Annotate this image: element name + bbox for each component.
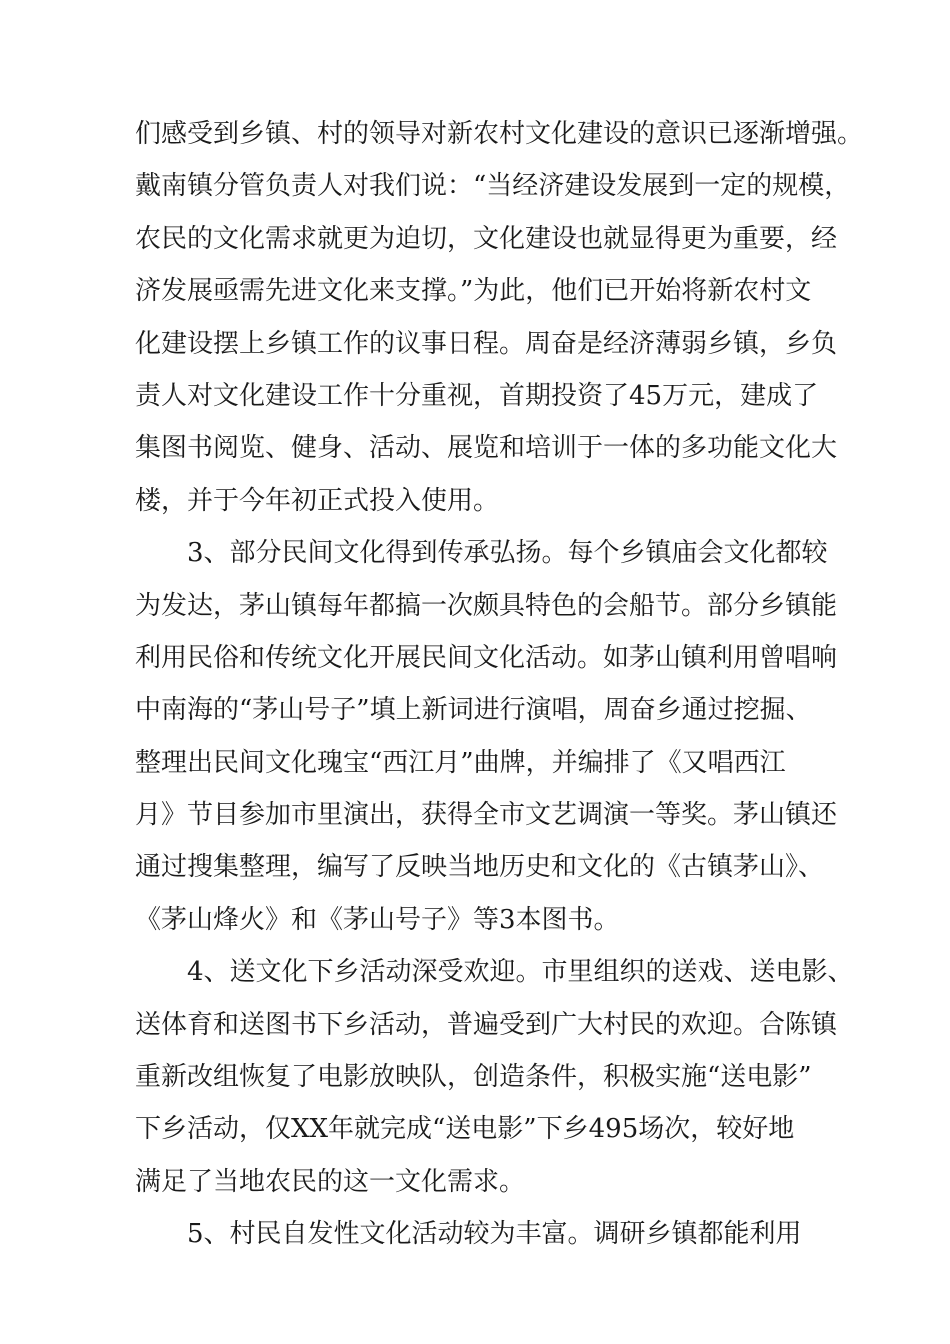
text-line: 们感受到乡镇、村的领导对新农村文化建设的意识已逐渐增强。 — [135, 119, 864, 149]
text-line: 整理出民间文化瑰宝“西江月”曲牌，并编排了《又唱西江 — [135, 747, 786, 778]
text-line: 重新改组恢复了电影放映队，创造条件，积极实施“送电影” — [135, 1062, 812, 1093]
text-line: 楼，并于今年初正式投入使用。 — [135, 485, 500, 516]
text-line: 送体育和送图书下乡活动，普遍受到广大村民的欢迎。合陈镇 — [135, 1009, 838, 1040]
text-line: 农民的文化需求就更为迫切，文化建设也就显得更为重要，经 — [135, 223, 838, 254]
text-line: 通过搜集整理，编写了反映当地历史和文化的《古镇茅山》、 — [135, 852, 825, 883]
text-line: 为发达，茅山镇每年都搞一次颇具特色的会船节。部分乡镇能 — [135, 590, 838, 621]
text-line: 利用民俗和传统文化开展民间文化活动。如茅山镇利用曾唱响 — [135, 642, 838, 673]
text-line: 《茅山烽火》和《茅山号子》等3本图书。 — [135, 904, 620, 935]
text-line: 下乡活动，仅XX年就完成“送电影”下乡495场次，较好地 — [135, 1114, 795, 1145]
paragraph-5-first-line: 5、村民自发性文化活动较为丰富。调研乡镇都能利用 — [187, 1219, 802, 1250]
text-line: 中南海的“茅山号子”填上新词进行演唱，周奋乡通过挖掘、 — [135, 695, 812, 726]
text-line: 戴南镇分管负责人对我们说：“当经济建设发展到一定的规模， — [135, 171, 851, 202]
text-line: 济发展亟需先进文化来支撑。”为此，他们已开始将新农村文 — [135, 276, 812, 307]
text-line: 化建设摆上乡镇工作的议事日程。周奋是经济薄弱乡镇，乡负 — [135, 328, 838, 359]
text-line: 集图书阅览、健身、活动、展览和培训于一体的多功能文化大 — [135, 433, 838, 464]
paragraph-3-first-line: 3、部分民间文化得到传承弘扬。每个乡镇庙会文化都较 — [187, 538, 828, 569]
paragraph-4-first-line: 4、送文化下乡活动深受欢迎。市里组织的送戏、送电影、 — [187, 957, 854, 988]
text-line: 满足了当地农民的这一文化需求。 — [135, 1166, 526, 1197]
text-line: 月》节目参加市里演出，获得全市文艺调演一等奖。茅山镇还 — [135, 800, 838, 831]
body-text — [135, 108, 864, 1261]
text-line: 责人对文化建设工作十分重视，首期投资了45万元，建成了 — [135, 380, 819, 411]
